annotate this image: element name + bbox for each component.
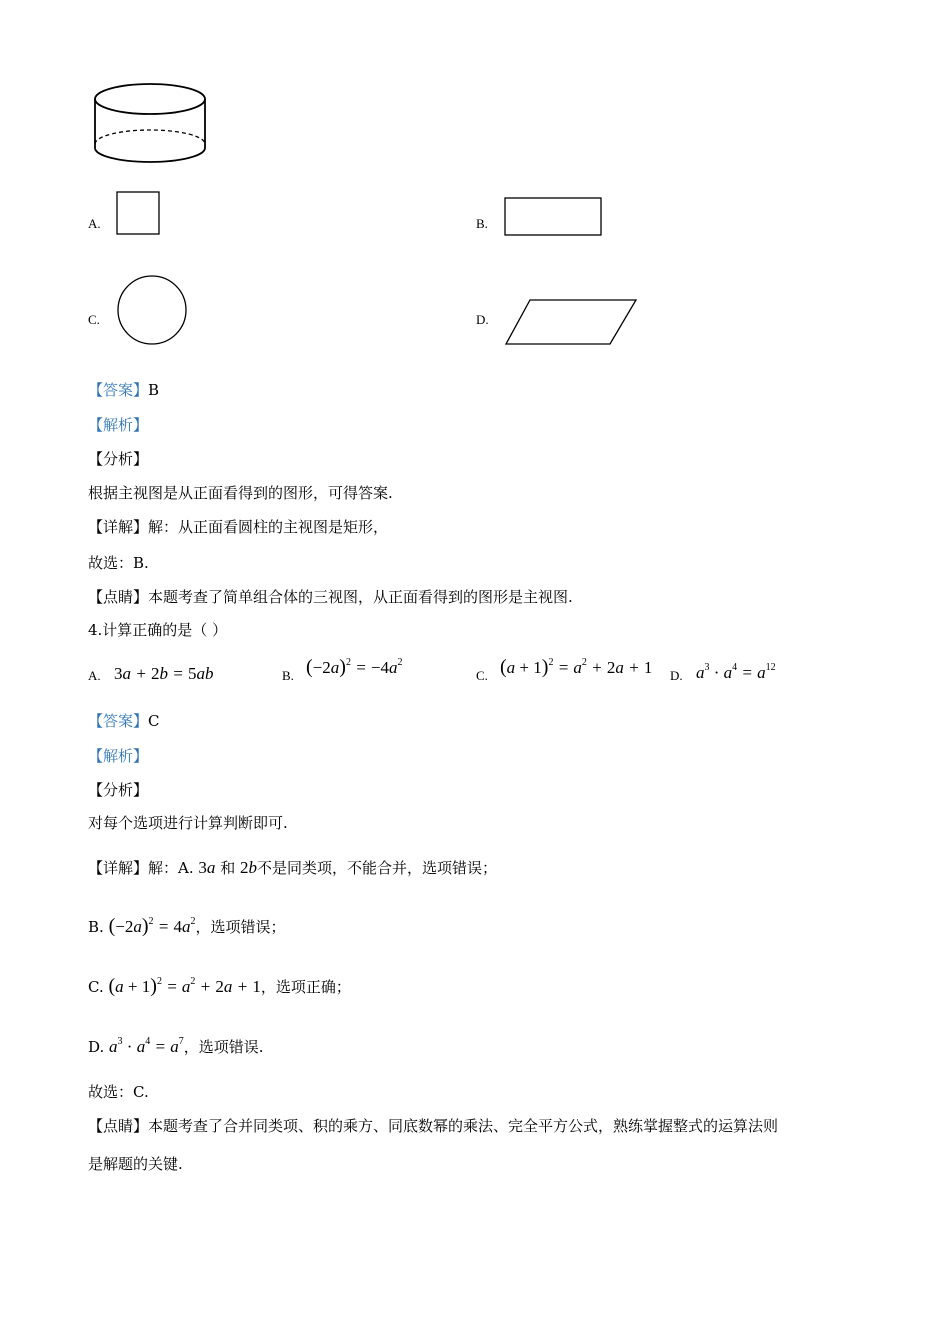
expr-2b: 2b xyxy=(239,858,257,877)
square-shape xyxy=(116,191,160,235)
option-c-letter: C. xyxy=(88,312,100,327)
q4-option-d-expr: $a^3 \cdot a^4 = a^{12}$ xyxy=(696,662,776,682)
option-d-letter: D. xyxy=(476,312,489,327)
q4-option-c-letter: C. xyxy=(476,668,488,683)
detail-d-suffix: ，选项错误. xyxy=(183,1038,264,1056)
detail-tag: 【详解】 xyxy=(88,518,149,536)
q3-fenxi-tag: 【分析】 xyxy=(88,450,149,468)
detail-text: 解：从正面看圆柱的主视图是矩形， xyxy=(148,518,389,536)
detail-b-expr: $(-2a)^2 = 4a^2$ xyxy=(108,915,196,937)
q4-detail-b-line xyxy=(88,912,286,937)
q4-detail-c-line xyxy=(88,972,351,997)
option-a-letter: A. xyxy=(88,216,101,231)
q4-option-b-expr: $(-2a)^2 = -4a^2$ xyxy=(306,656,403,678)
detail-c-suffix: ，选项正确； xyxy=(260,978,351,996)
dianjing-text: 本题考查了简单组合体的三视图，从正面看得到的图形是主视图. xyxy=(148,588,573,606)
detail-d-letter: D. xyxy=(88,1038,105,1056)
q4-option-d-letter: D. xyxy=(670,668,683,683)
detail-prefix: 解：A. xyxy=(148,859,194,877)
q4-choose-line: 故选：C. xyxy=(88,1083,149,1101)
q4-fenxi-tag: 【分析】 xyxy=(88,781,149,799)
detail-a-mid2: 不是同类项，不能合并，选项错误； xyxy=(256,859,497,877)
dianjing-tag: 【点睛】 xyxy=(88,588,149,606)
detail-a-mid1: 和 xyxy=(220,859,236,877)
parallelogram-shape xyxy=(504,298,638,348)
detail-c-letter: C. xyxy=(88,978,104,996)
q4-dianjing-line xyxy=(88,1116,778,1136)
q4-detail-d-line xyxy=(88,1032,263,1057)
q4-option-c-expr: $(a + 1)^2 = a^2 + 2a + 1$ xyxy=(500,656,653,678)
q4-dianjing-line-2: 是解题的关键. xyxy=(88,1155,183,1173)
q4-answer-line xyxy=(88,711,160,731)
q3-detail-line xyxy=(88,517,388,537)
cylinder-figure xyxy=(92,82,210,164)
q4-stem: 4.计算正确的是（ ） xyxy=(88,621,228,639)
q3-jiexi-tag: 【解析】 xyxy=(88,416,149,434)
detail-c-expr: $(a + 1)^2 = a^2 + 2a + 1$ xyxy=(108,975,261,997)
rectangle-shape xyxy=(504,197,602,237)
detail-b-letter: B. xyxy=(88,918,104,936)
expr-3a: 3a xyxy=(198,858,216,877)
answer-tag: 【答案】 xyxy=(88,712,149,730)
answer-tag: 【答案】 xyxy=(88,381,149,399)
dianjing-text-1: 本题考查了合并同类项、积的乘方、同底数幂的乘法、完全平方公式，熟练掌握整式的运算法则 xyxy=(148,1117,779,1135)
circle-shape xyxy=(116,274,188,346)
detail-tag: 【详解】 xyxy=(88,859,149,877)
q4-detail-a-line xyxy=(88,858,497,878)
q3-choose-line: 故选：B. xyxy=(88,554,149,572)
detail-b-suffix: ，选项错误； xyxy=(195,918,286,936)
q4-option-b-letter: B. xyxy=(282,668,294,683)
detail-d-expr: $a^3 \cdot a^4 = a^7$ xyxy=(109,1036,184,1056)
answer-value: B xyxy=(148,381,160,399)
q3-answer-line xyxy=(88,380,159,400)
q4-jiexi-tag: 【解析】 xyxy=(88,747,149,765)
q3-dianjing-line xyxy=(88,587,573,607)
q3-analysis-text: 根据主视图是从正面看得到的图形，可得答案. xyxy=(88,484,393,502)
option-b-letter: B. xyxy=(476,216,488,231)
answer-value: C xyxy=(148,712,160,730)
q4-analysis-text: 对每个选项进行计算判断即可. xyxy=(88,814,288,832)
q4-option-a-expr: 3a + 2b = 5ab xyxy=(114,664,214,683)
dianjing-tag: 【点睛】 xyxy=(88,1117,149,1135)
q4-option-a-letter: A. xyxy=(88,668,101,683)
